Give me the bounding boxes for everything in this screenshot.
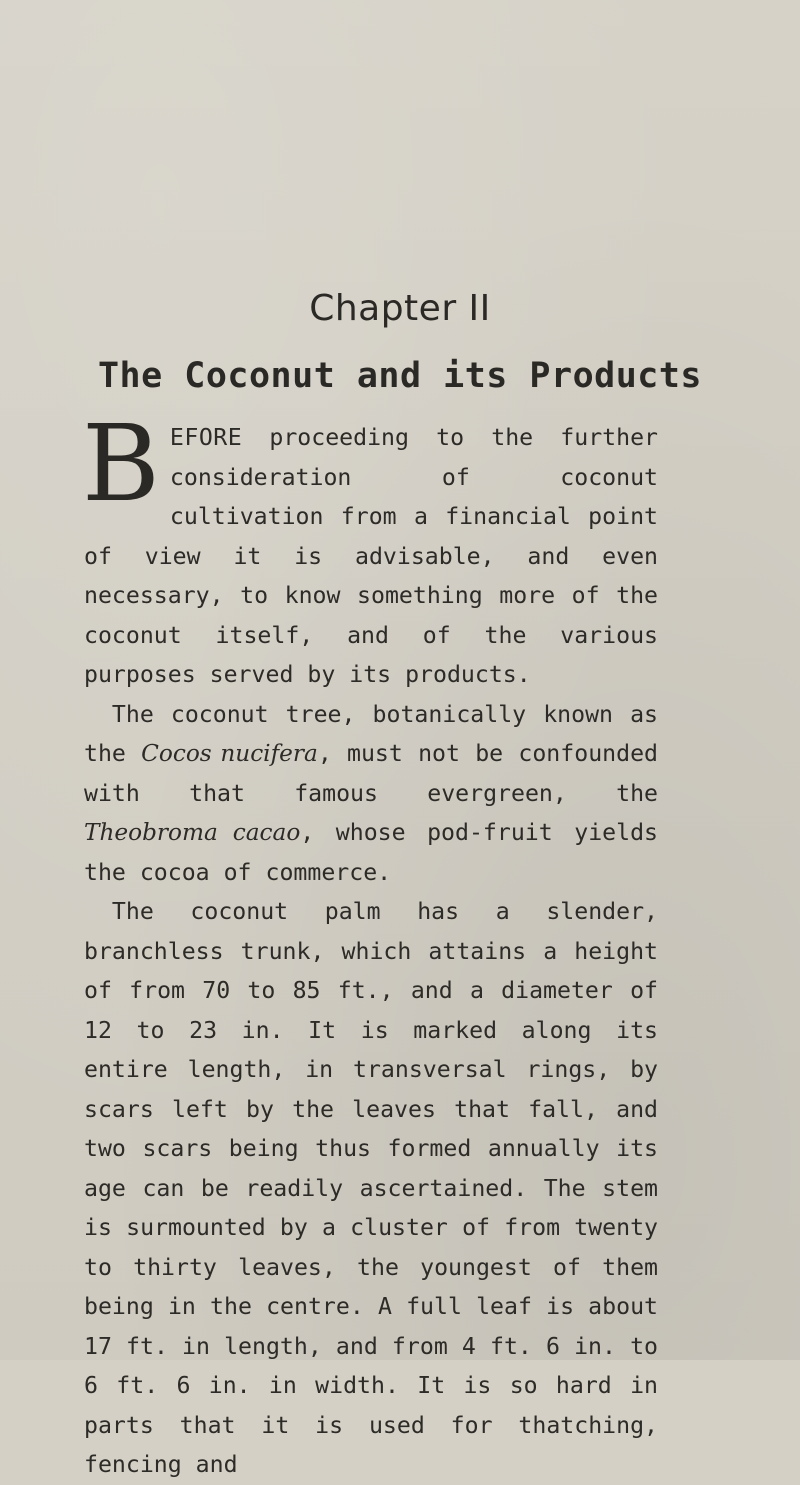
lead-word: EFORE [169, 424, 243, 451]
paragraph-3 [84, 892, 658, 1485]
drop-cap: B [82, 402, 160, 525]
chapter-label: Chapter II [309, 288, 491, 329]
chapter-title: The Coconut and its Products [97, 356, 702, 396]
paragraph-2-text-b: , must not be confounded with that famous evergreen, the [84, 740, 658, 807]
chapter-body [82, 402, 659, 1485]
paragraph-2-text-c: , whose pod-fruit yields the cocoa of commerce. [84, 819, 659, 886]
paragraph-2 [84, 695, 658, 893]
species-name-theobroma: Theobroma cacao [84, 819, 301, 846]
paragraph-1-text: proceeding to the further consideration of coconut cultivation from a financial point of view it is advisable, and even necessary, to know something more of the coconut itself, and of the various purposes served by its products. [84, 424, 658, 688]
paragraph-2-text-a: The coconut tree, botanically known as the [84, 700, 658, 767]
paragraph-1 [82, 402, 658, 695]
paragraph-3-text: The coconut palm has a slender, branchless trunk, which attains a height of from 70 to 85 ft., and a diameter of 12 to 23 in. It is marked along its entire length, in transversal rings, by scars left by the leaves that fall, and two scars being thus formed annually its age can be readily ascertained. The stem is surmounted by a cluster of from twenty to thirty leaves, the youngest of them being in the centre. A full leaf is about 17 ft. in length, and from 4 ft. 6 in. to 6 ft. 6 in. in width. It is so hard in parts that it is used for thatching, fencing and [84, 898, 658, 1478]
species-name-cocos: Cocos nucifera [141, 740, 318, 767]
